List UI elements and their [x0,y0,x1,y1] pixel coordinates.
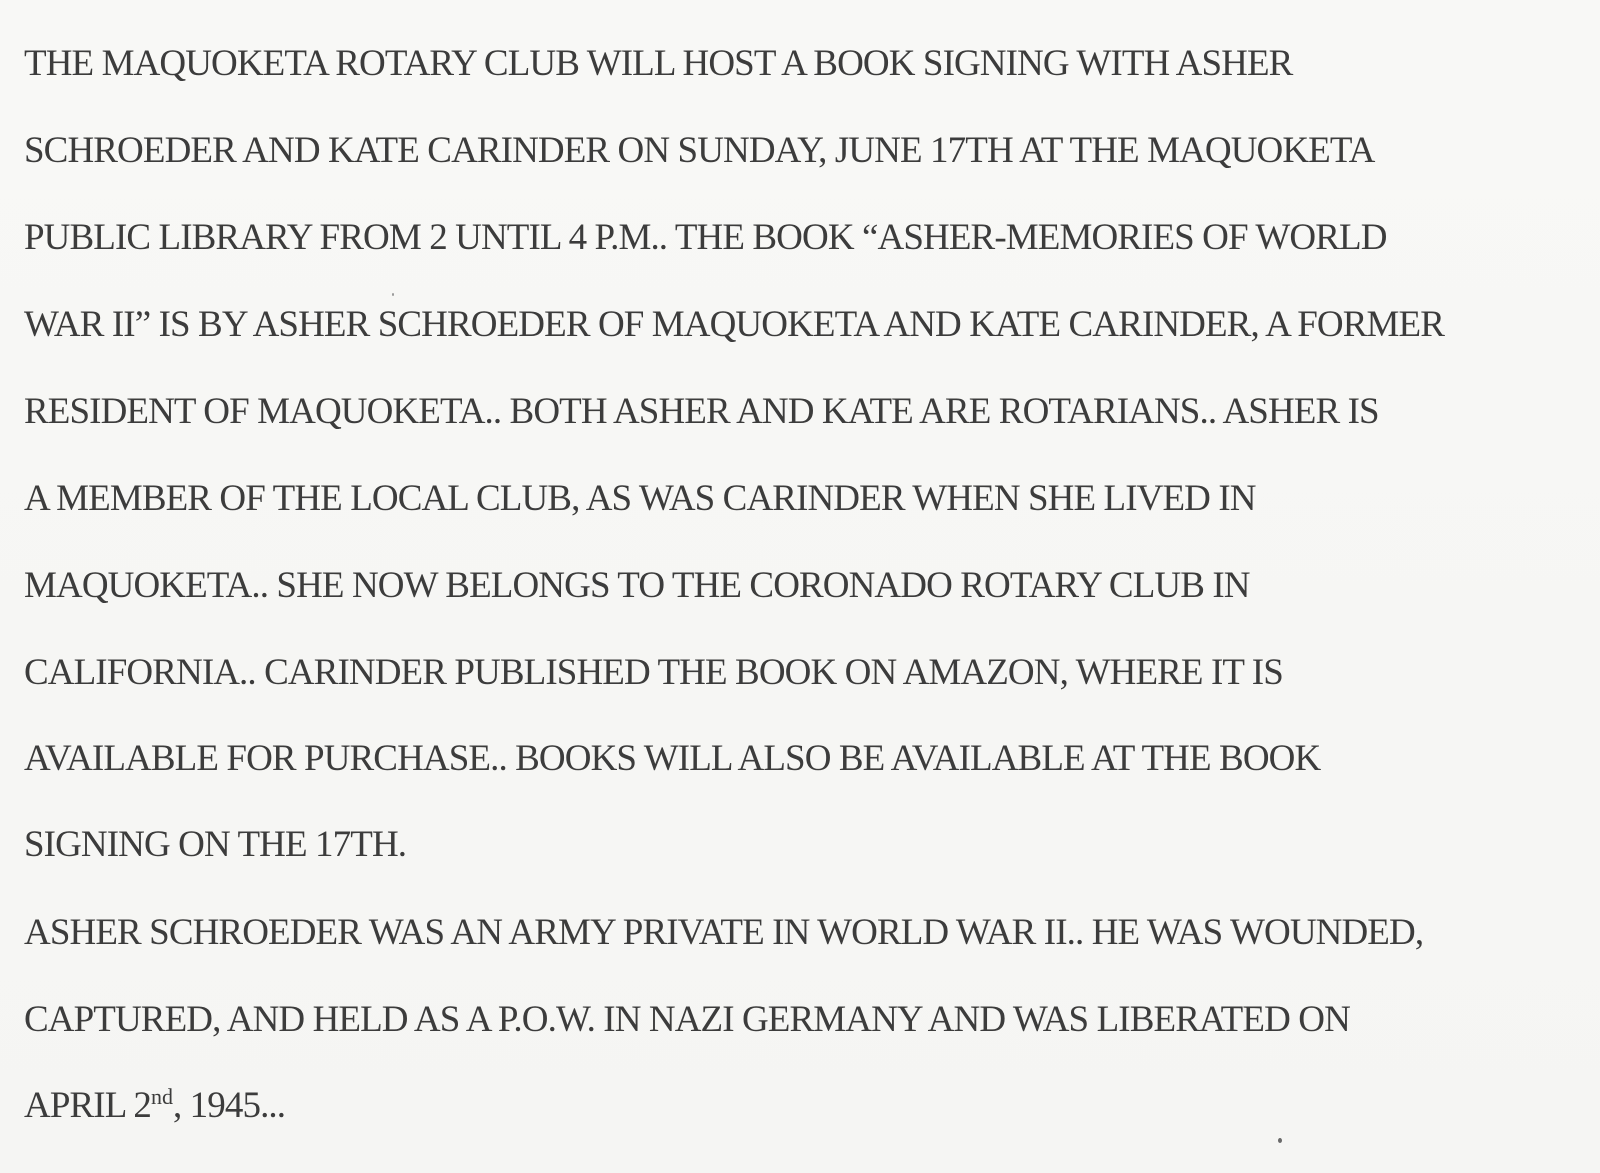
date-suffix: , 1945... [172,1085,286,1126]
text-line-2: SCHROEDER AND KATE CARINDER ON SUNDAY, JUNE 17TH AT THE MAQUOKETA [24,130,1375,171]
text-line-8: CALIFORNIA.. CARINDER PUBLISHED THE BOOK ON AMAZON, WHERE IT IS [24,652,1283,693]
text-line-10: SIGNING ON THE 17TH. [24,824,407,865]
text-line-13 [24,1084,285,1128]
text-line-6: A MEMBER OF THE LOCAL CLUB, AS WAS CARINDER WHEN SHE LIVED IN [24,478,1256,519]
scan-speck [1278,1138,1282,1143]
text-line-7: MAQUOKETA.. SHE NOW BELONGS TO THE CORONADO ROTARY CLUB IN [24,565,1250,606]
text-line-12: CAPTURED, AND HELD AS A P.O.W. IN NAZI GERMANY AND WAS LIBERATED ON [24,999,1350,1040]
text-line-9: AVAILABLE FOR PURCHASE.. BOOKS WILL ALSO BE AVAILABLE AT THE BOOK [24,738,1321,779]
text-line-5: RESIDENT OF MAQUOKETA.. BOTH ASHER AND KATE ARE ROTARIANS.. ASHER IS [24,391,1379,432]
date-prefix: APRIL 2 [24,1085,151,1126]
text-line-4: WAR II” IS BY ASHER SCHROEDER OF MAQUOKETA AND KATE CARINDER, A FORMER [24,304,1444,345]
scan-speck [392,293,394,296]
ordinal-superscript: nd [150,1084,173,1109]
text-line-1: THE MAQUOKETA ROTARY CLUB WILL HOST A BOOK SIGNING WITH ASHER [24,43,1293,84]
text-line-3: PUBLIC LIBRARY FROM 2 UNTIL 4 P.M.. THE BOOK “ASHER-MEMORIES OF WORLD [24,217,1387,258]
text-line-11: ASHER SCHROEDER WAS AN ARMY PRIVATE IN WORLD WAR II.. HE WAS WOUNDED, [24,912,1424,953]
